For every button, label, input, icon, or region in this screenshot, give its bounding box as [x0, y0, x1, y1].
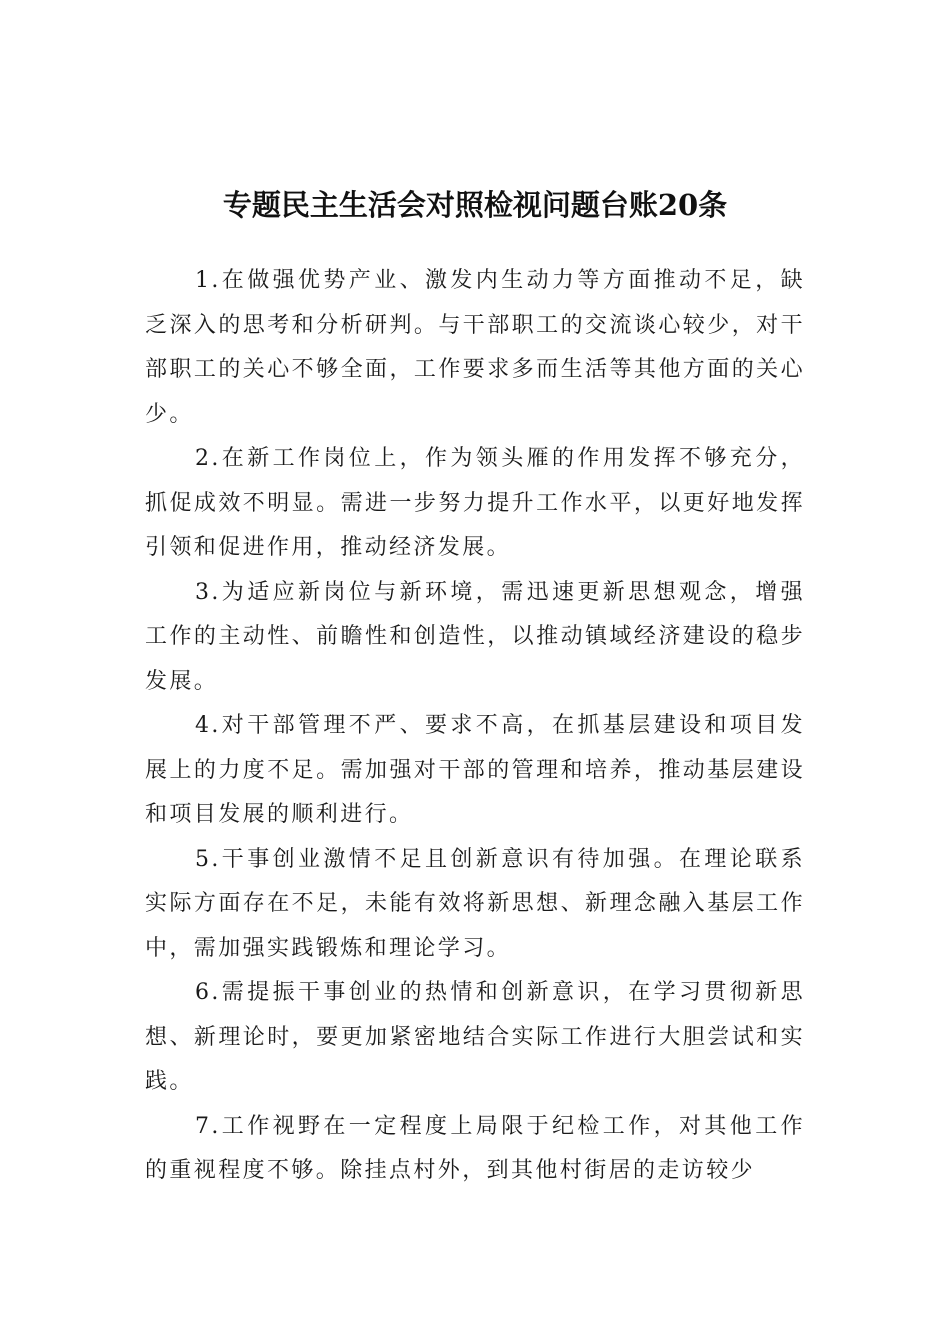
paragraph-1: 1.在做强优势产业、激发内生动力等方面推动不足，缺乏深入的思考和分析研判。与干部职工的交流谈心较少，对干部职工的关心不够全面，工作要求多而生活等其他方面的关心少。: [145, 268, 805, 427]
paragraph-7: 7.工作视野在一定程度上局限于纪检工作，对其他工作的重视程度不够。除挂点村外，到其他村街居的走访较少: [145, 1113, 805, 1183]
document-title: 专题民主生活会对照检视问题台账20条: [222, 188, 728, 223]
paragraph-6: 6.需提振干事创业的热情和创新意识，在学习贯彻新思想、新理论时，要更加紧密地结合实际工作进行大胆尝试和实践。: [145, 980, 805, 1094]
paragraph-2: 2.在新工作岗位上，作为领头雁的作用发挥不够充分，抓促成效不明显。需进一步努力提升工作水平，以更好地发挥引领和促进作用，推动经济发展。: [145, 446, 805, 560]
document-body: [145, 259, 805, 1194]
paragraph-3: 3.为适应新岗位与新环境，需迅速更新思想观念，增强工作的主动性、前瞻性和创造性，以推动镇域经济建设的稳步发展。: [145, 579, 805, 694]
paragraph-4: 4.对干部管理不严、要求不高，在抓基层建设和项目发展上的力度不足。需加强对干部的管理和培养，推动基层建设和项目发展的顺利进行。: [145, 713, 805, 827]
paragraph-5: 5.干事创业激情不足且创新意识有待加强。在理论联系实际方面存在不足，未能有效将新思想、新理念融入基层工作中，需加强实践锻炼和理论学习。: [145, 846, 805, 961]
